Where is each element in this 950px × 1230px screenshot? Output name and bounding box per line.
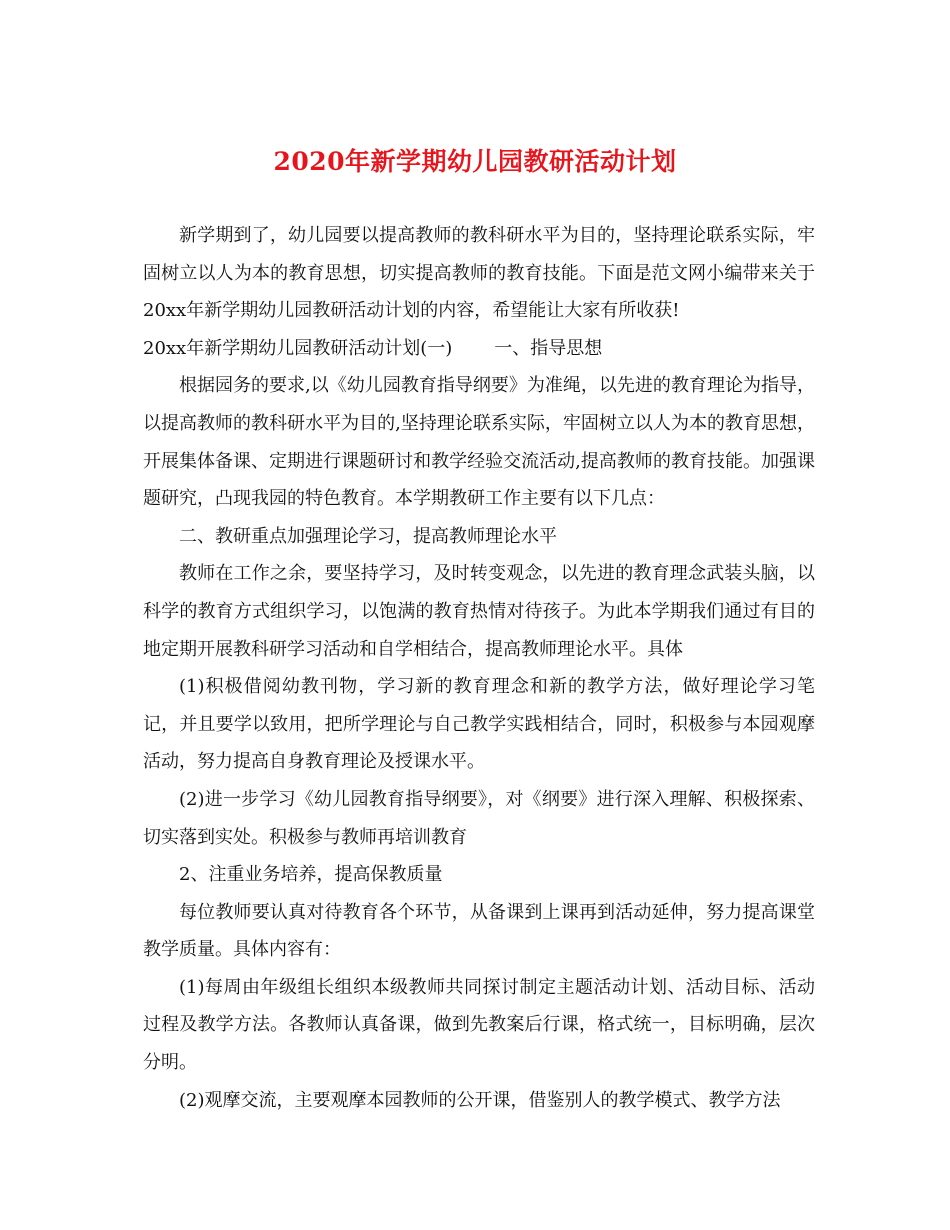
plan-heading: 20xx年新学期幼儿园教研活动计划(一) bbox=[143, 337, 453, 359]
list-item-2-outline-study: (2)进一步学习《幼儿园教育指导纲要》，对《纲要》进行深入理解、积极探索、切实落到实处。积极参与教师再培训教育 bbox=[143, 788, 815, 848]
section-heading-professional-training: 2、注重业务培养，提高保教质量 bbox=[179, 864, 443, 886]
paragraph-theory-study: 教师在工作之余，要坚持学习，及时转变观念，以先进的教育理念武装头脑，以科学的教育方式组织学习，以饱满的教育热情对待孩子。为此本学期我们通过有目的地定期开展教科研学习活动和自学相结合，提高教师理论水平。具体 bbox=[143, 563, 815, 660]
intro-paragraph: 新学期到了，幼儿园要以提高教师的教科研水平为目的，坚持理论联系实际，牢固树立以人为本的教育思想，切实提高教师的教育技能。下面是范文网小编带来关于20xx年新学期幼儿园教研活动计划的内容，希望能让大家有所收获! bbox=[143, 225, 815, 322]
section-heading-theory-study: 二、教研重点加强理论学习，提高教师理论水平 bbox=[179, 525, 557, 547]
list-item-1-weekly-planning: (1)每周由年级组长组织本级教师共同探讨制定主题活动计划、活动目标、活动过程及教学方法。各教师认真备课，做到先教案后行课，格式统一，目标明确，层次分明。 bbox=[143, 976, 815, 1074]
section-heading-guiding-ideas: 一、指导思想 bbox=[494, 337, 603, 359]
plan-heading-line bbox=[143, 330, 815, 368]
document-body bbox=[143, 217, 815, 1119]
list-item-1-reading: (1)积极借阅幼教刊物，学习新的教育理念和新的教学方法，做好理论学习笔记，并且要学以致用，把所学理论与自己教学实践相结合，同时，积极参与本园观摩活动，努力提高自身教育理论及授课水平。 bbox=[143, 676, 815, 773]
paragraph-professional-training: 每位教师要认真对待教育各个环节，从备课到上课再到活动延伸，努力提高课堂教学质量。具体内容有： bbox=[143, 901, 815, 961]
list-item-2-observation: (2)观摩交流，主要观摩本园教师的公开课，借鉴别人的教学模式、教学方法 bbox=[179, 1089, 781, 1111]
document-title: 2020年新学期幼儿园教研活动计划 bbox=[273, 147, 677, 176]
paragraph-guiding-ideas: 根据园务的要求,以《幼儿园教育指导纲要》为准绳，以先进的教育理论为指导，以提高教师的教科研水平为目的,坚持理论联系实际，牢固树立以人为本的教育思想，开展集体备课、定期进行课题研讨和教学经验交流活动,提高教师的教育技能。加强课题研究，凸现我园的特色教育。本学期教研工作主要有以下几点： bbox=[143, 375, 815, 510]
